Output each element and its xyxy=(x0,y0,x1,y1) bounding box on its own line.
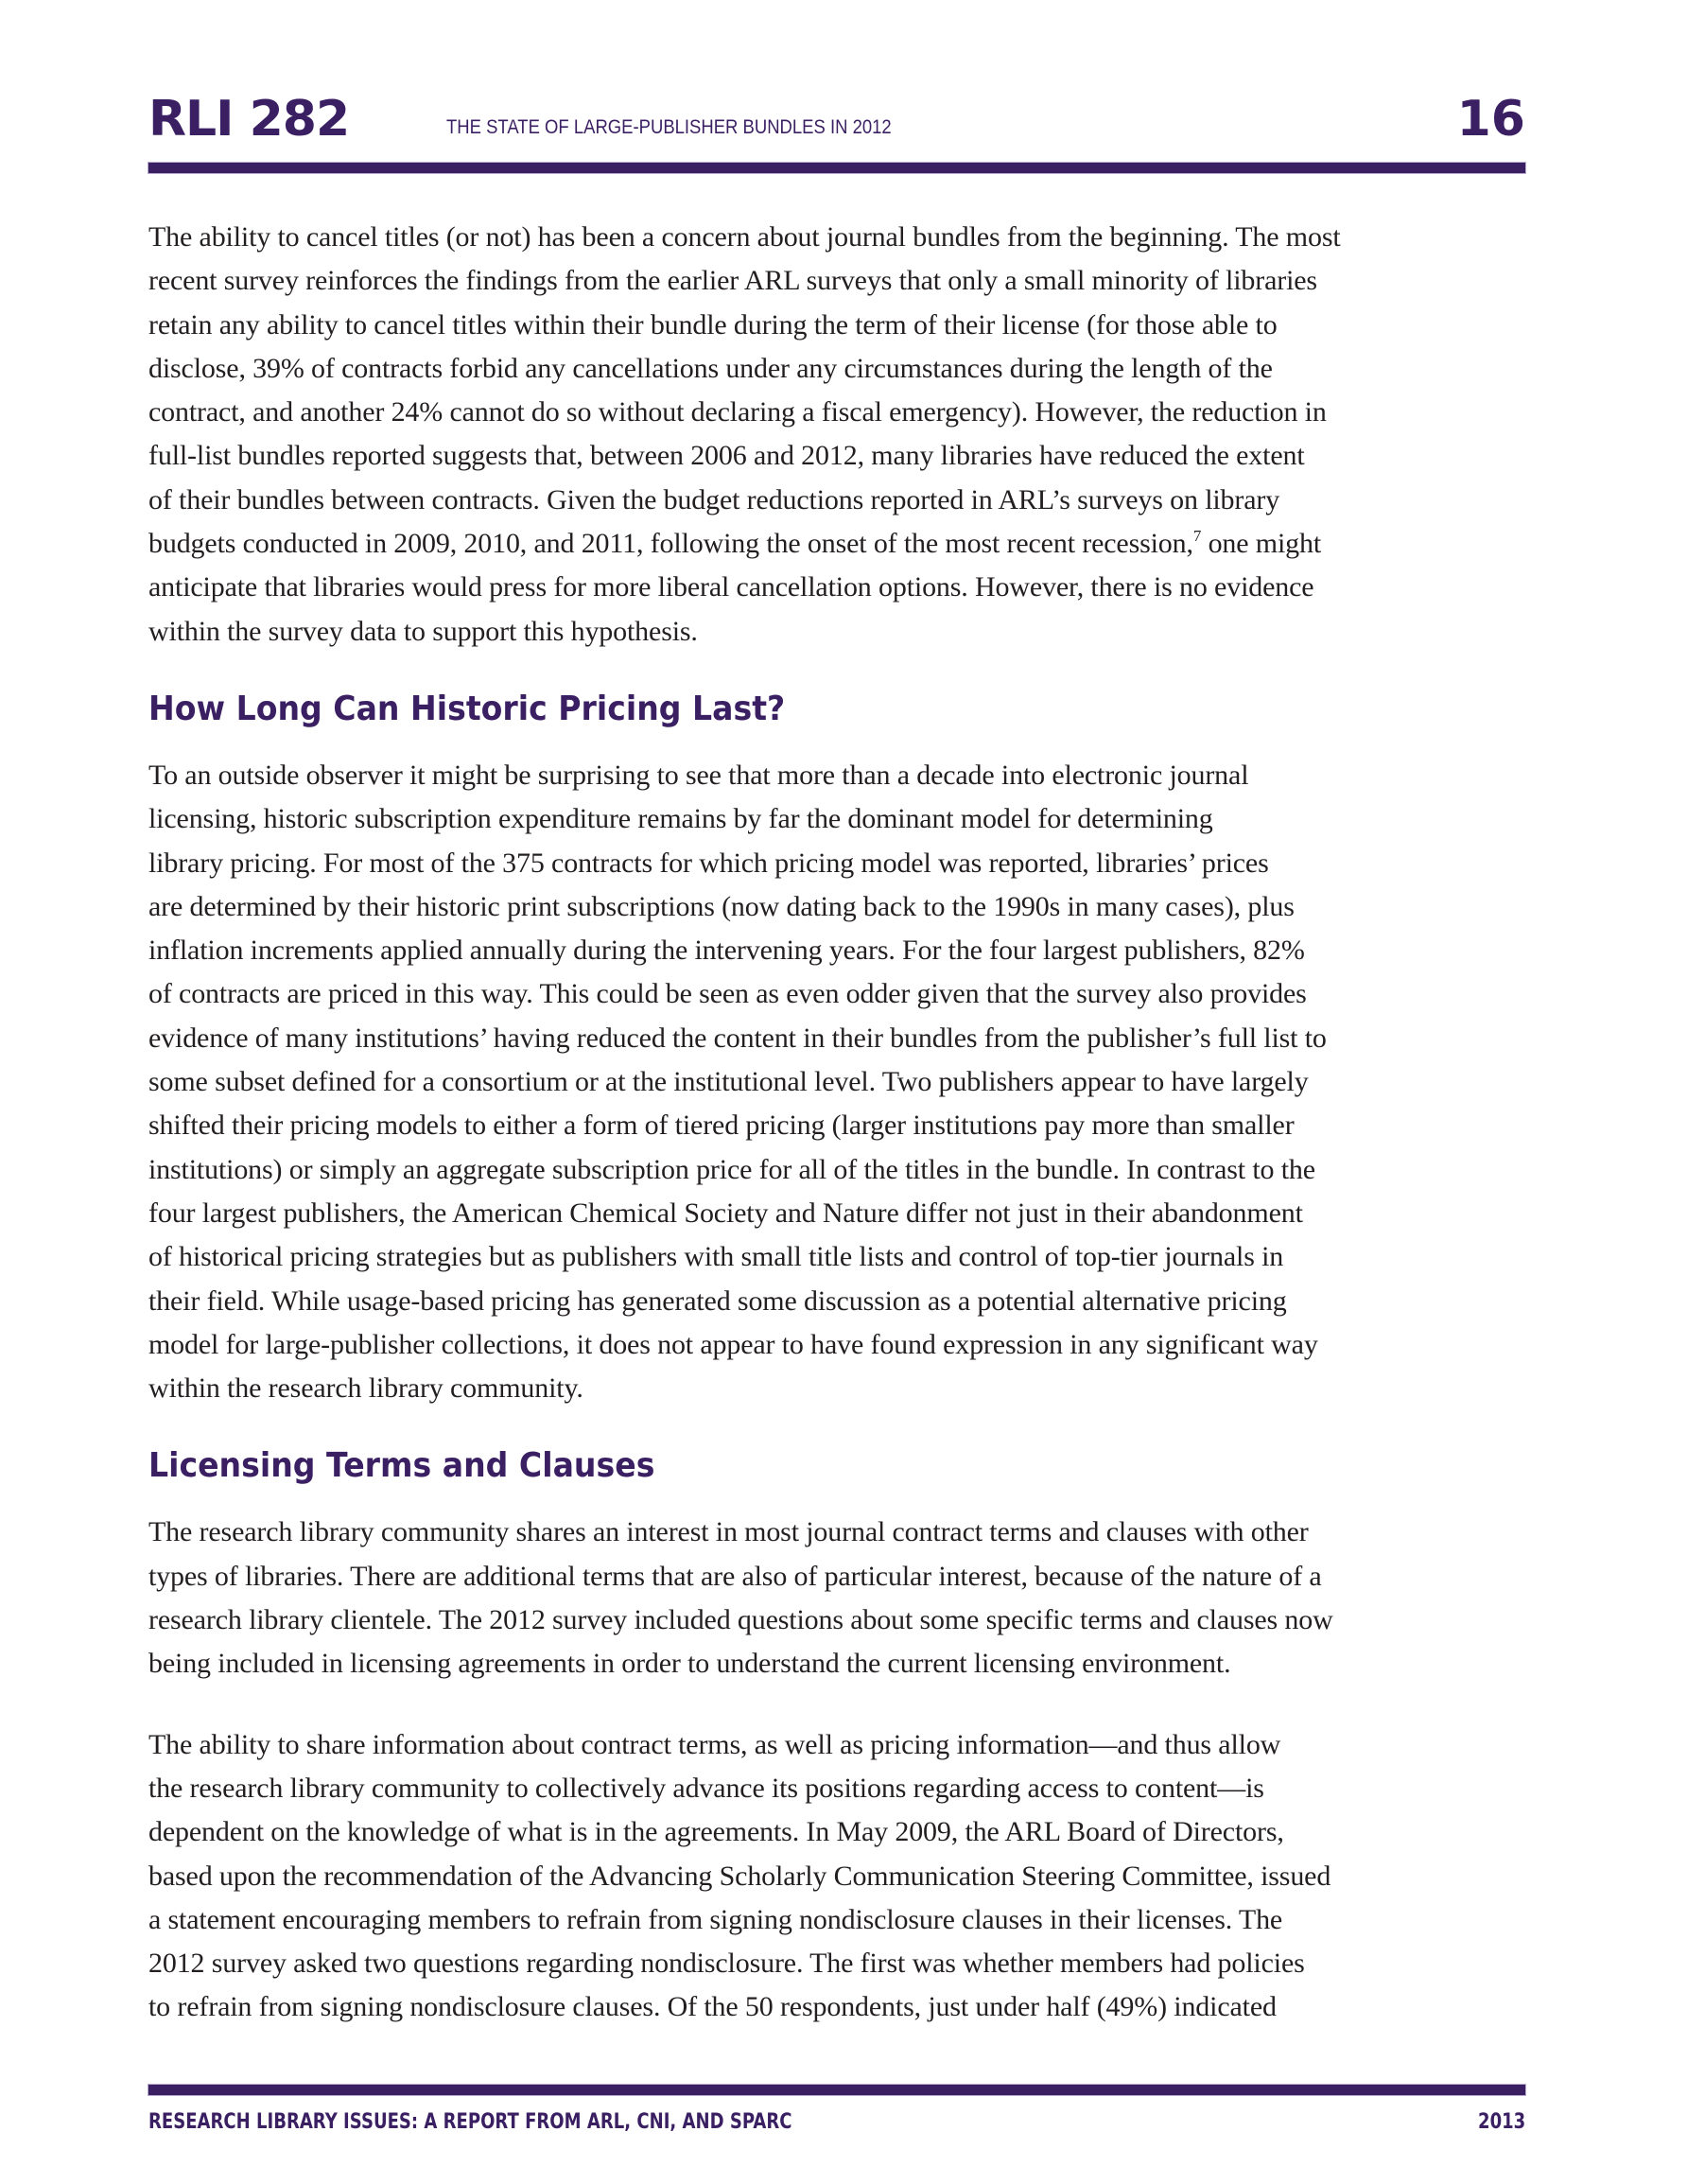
text-line: of historical pricing strategies but as publishers with small title lists and control of top-tier journals in xyxy=(148,1241,1284,1273)
text-line: retain any ability to cancel titles within their bundle during the term of their license (for those able to xyxy=(148,308,1278,341)
text-line: some subset defined for a consortium or at the institutional level. Two publishers appear to have largely xyxy=(148,1066,1309,1098)
text-line: licensing, historic subscription expenditure remains by far the dominant model for determining xyxy=(148,803,1213,835)
text-line: to refrain from signing nondisclosure clauses. Of the 50 respondents, just under half (49%) indicated xyxy=(148,1991,1277,2023)
text-line: 2012 survey asked two questions regarding nondisclosure. The first was whether members had policies xyxy=(148,1948,1305,1980)
footnote-reference[interactable]: 7 xyxy=(1192,527,1202,546)
text-line: The ability to cancel titles (or not) has been a concern about journal bundles from the beginning. The most xyxy=(148,221,1341,253)
text-line: based upon the recommendation of the Advancing Scholarly Communication Steering Committee, issued xyxy=(148,1860,1331,1892)
text-line: types of libraries. There are additional terms that are also of particular interest, because of the nature of a xyxy=(148,1560,1322,1592)
text-line: research library clientele. The 2012 survey included questions about some specific terms and clauses now xyxy=(148,1604,1333,1636)
text-line: recent survey reinforces the findings from the earlier ARL surveys that only a small minority of libraries xyxy=(148,265,1317,297)
text-line: a statement encouraging members to refrain from signing nondisclosure clauses in their licenses. The xyxy=(148,1903,1283,1935)
text-line: evidence of many institutions’ having reduced the content in their bundles from the publisher’s full list to xyxy=(148,1022,1327,1054)
text-line: disclose, 39% of contracts forbid any cancellations under any circumstances during the length of the xyxy=(148,352,1273,384)
text-line: being included in licensing agreements in order to understand the current licensing environment. xyxy=(148,1648,1231,1680)
text-line: The ability to share information about contract terms, as well as pricing information—and thus allow xyxy=(148,1728,1281,1760)
header-divider xyxy=(148,163,1525,173)
text-line: the research library community to collectively advance its positions regarding access to content—is xyxy=(148,1772,1264,1804)
main-content xyxy=(148,216,1525,2030)
paragraph-nondisclosure xyxy=(148,1723,1525,2030)
text-line: To an outside observer it might be surprising to see that more than a decade into electronic journal xyxy=(148,759,1249,791)
text-line: institutions) or simply an aggregate subscription price for all of the titles in the bundle. In contrast to the xyxy=(148,1153,1315,1185)
text-line: four largest publishers, the American Chemical Society and Nature differ not just in their abandonment xyxy=(148,1197,1303,1229)
text-line: dependent on the knowledge of what is in the agreements. In May 2009, the ARL Board of Directors, xyxy=(148,1816,1284,1848)
text-line: of their bundles between contracts. Given the budget reductions reported in ARL’s surveys on library xyxy=(148,483,1280,515)
text-line: inflation increments applied annually during the intervening years. For the four largest publishers, 82% xyxy=(148,935,1305,967)
text-line: within the research library community. xyxy=(148,1372,583,1405)
running-title: THE STATE OF LARGE-PUBLISHER BUNDLES IN 2012 xyxy=(446,116,892,138)
text-line-with-footnote xyxy=(148,522,1525,566)
text-line: The research library community shares an interest in most journal contract terms and clauses with other xyxy=(148,1516,1309,1548)
footer-divider xyxy=(148,2085,1525,2095)
text-line: library pricing. For most of the 375 contracts for which pricing model was reported, libraries’ prices xyxy=(148,847,1269,879)
footer-year: 2013 xyxy=(1477,2110,1525,2134)
page-header xyxy=(148,91,1525,148)
page-number: 16 xyxy=(1456,91,1525,148)
text-line: anticipate that libraries would press for more liberal cancellation options. However, there is no evidence xyxy=(148,571,1314,603)
text-line: are determined by their historic print subscriptions (now dating back to the 1990s in many cases), plus xyxy=(148,890,1295,922)
text-line: shifted their pricing models to either a form of tiered pricing (larger institutions pay more than smaller xyxy=(148,1109,1295,1142)
series-title: RLI 282 xyxy=(148,91,350,148)
text-line: of contracts are priced in this way. This could be seen as even odder given that the survey also provides xyxy=(148,978,1307,1010)
paragraph-historic-pricing xyxy=(148,754,1525,1410)
text-line: their field. While usage-based pricing has generated some discussion as a potential alternative pricing xyxy=(148,1284,1287,1317)
text-segment: one might xyxy=(1201,528,1322,560)
document-page xyxy=(148,0,1525,2184)
paragraph-cancellation xyxy=(148,216,1525,654)
text-line: within the survey data to support this hypothesis. xyxy=(148,615,698,647)
text-segment: budgets conducted in 2009, 2010, and 2011, following the onset of the most recent recession, xyxy=(148,528,1193,560)
footer-publication: RESEARCH LIBRARY ISSUES: A REPORT FROM ARL, CNI, AND SPARC xyxy=(148,2110,792,2134)
paragraph-licensing-terms xyxy=(148,1511,1525,1686)
text-line: model for large-publisher collections, it does not appear to have found expression in any significant way xyxy=(148,1328,1318,1360)
section-heading-historic-pricing: How Long Can Historic Pricing Last? xyxy=(148,689,786,728)
text-line: contract, and another 24% cannot do so without declaring a fiscal emergency). However, the reduction in xyxy=(148,396,1327,428)
text-line: full-list bundles reported suggests that, between 2006 and 2012, many libraries have reduced the extent xyxy=(148,440,1305,472)
section-heading-licensing-terms: Licensing Terms and Clauses xyxy=(148,1446,655,1486)
